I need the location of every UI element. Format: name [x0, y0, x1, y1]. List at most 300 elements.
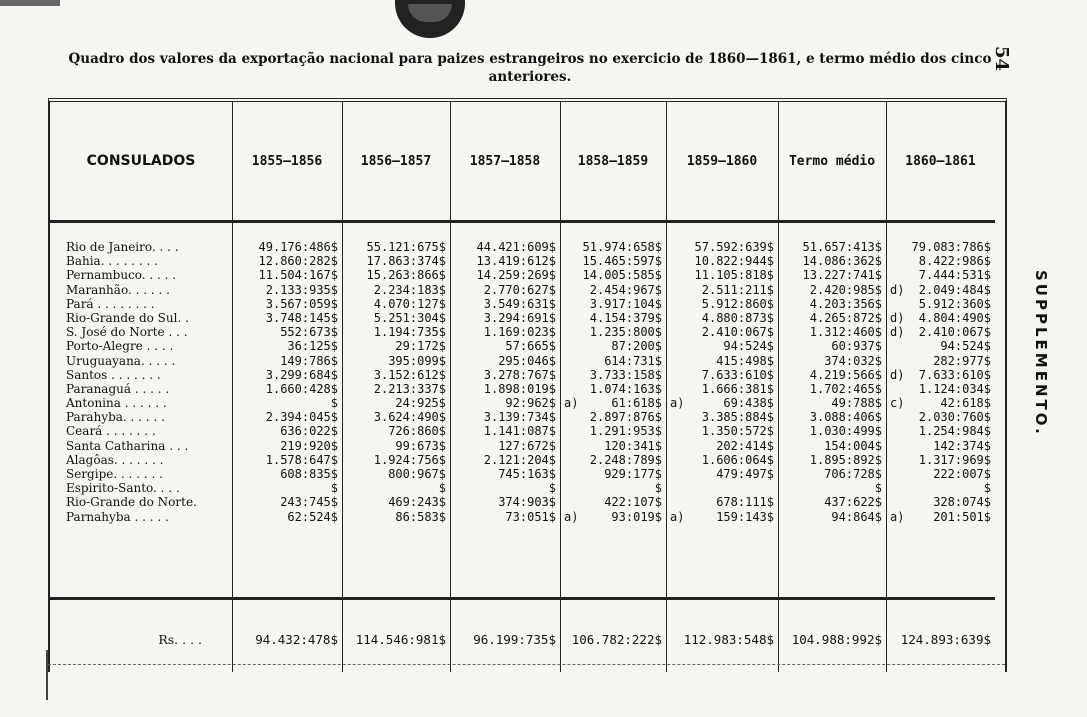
- table-cell: [342, 368, 450, 382]
- table-cell: [560, 254, 666, 268]
- consulado-name: Sergipe. . . . . . .: [66, 467, 163, 481]
- cell-value: $: [438, 481, 446, 496]
- table-cell: [666, 240, 778, 254]
- total-rule: [778, 597, 886, 600]
- cell-value: 1.030:499$: [809, 424, 882, 439]
- table-cell: [450, 339, 560, 353]
- table-cell: [666, 495, 778, 509]
- footnote-marker: d): [890, 325, 905, 340]
- cell-value: 726:860$: [388, 424, 446, 439]
- cell-value: 202:414$: [716, 438, 774, 453]
- footnote-marker: d): [890, 310, 905, 325]
- table-cell: [560, 283, 666, 297]
- cell-value: 201:501$: [933, 509, 991, 524]
- table-cell: [778, 254, 886, 268]
- table-cell: [778, 311, 886, 325]
- table-cell: [450, 297, 560, 311]
- total-value: 124.893:639$: [900, 632, 991, 647]
- table-cell: [666, 424, 778, 438]
- cell-value: 3.385:884$: [701, 410, 774, 425]
- footnote-marker: d): [890, 282, 905, 297]
- cell-value: 7.633:610$: [701, 367, 774, 382]
- cell-value: 422:107$: [604, 495, 662, 510]
- column-header: 1858—1859: [560, 102, 666, 223]
- cell-value: 4.203:356$: [809, 296, 882, 311]
- cell-value: 2.049:484$: [918, 282, 991, 297]
- consulado-name: Porto-Alegre . . . .: [66, 339, 174, 354]
- column-header: 1859—1860: [666, 102, 778, 223]
- column-values: [666, 240, 778, 524]
- cell-value: 295:046$: [498, 353, 556, 368]
- cell-value: 149:786$: [280, 353, 338, 368]
- table-cell: [342, 283, 450, 297]
- cell-value: 57:665$: [505, 339, 556, 354]
- table-cell: [342, 297, 450, 311]
- cell-value: 3.624:490$: [373, 410, 446, 425]
- table-cell: [778, 481, 886, 495]
- consulado-name: Santa Catharina . . .: [66, 438, 189, 453]
- table-cell: [666, 510, 778, 524]
- consulado-name: Pernambuco. . . . .: [66, 268, 177, 283]
- table-cell: [232, 339, 342, 353]
- cell-value: 3.733:158$: [589, 367, 662, 382]
- table-cell: [232, 283, 342, 297]
- footnote-marker: a): [564, 396, 579, 411]
- table-cell: [450, 453, 560, 467]
- cell-value: 14.005:585$: [582, 268, 662, 283]
- consulado-name: Parnahyba . . . . .: [66, 509, 169, 524]
- cell-value: 49.176:486$: [258, 240, 338, 254]
- export-table: [48, 98, 1007, 672]
- table-cell: [778, 410, 886, 424]
- table-cell: [886, 283, 995, 297]
- table-cell: [560, 268, 666, 282]
- consulados-list: [50, 240, 232, 524]
- column-1857-1858: [450, 102, 561, 672]
- table-cell: [560, 368, 666, 382]
- table-cell: [778, 382, 886, 396]
- cell-value: 7.633:610$: [918, 367, 991, 382]
- column-1856-1857: [342, 102, 451, 672]
- cell-value: 55.121:675$: [366, 240, 446, 254]
- footnote-marker: c): [890, 396, 905, 411]
- cell-value: 1.702:465$: [809, 381, 882, 396]
- column-1860-1861: [886, 102, 995, 672]
- cell-value: 2.770:627$: [483, 282, 556, 297]
- cell-value: 8.422:986$: [918, 254, 991, 269]
- consulado-name: Rio-Grande do Sul. .: [66, 310, 189, 325]
- table-cell: [560, 410, 666, 424]
- table-cell: [232, 453, 342, 467]
- cell-value: 159:143$: [716, 509, 774, 524]
- cell-value: 127:672$: [498, 438, 556, 453]
- table-cell: [666, 339, 778, 353]
- table-cell: [342, 240, 450, 254]
- table-cell: [450, 311, 560, 325]
- cell-value: 1.141:087$: [483, 424, 556, 439]
- consulado-name: Antonina . . . . . .: [66, 396, 167, 411]
- table-cell: [886, 268, 995, 282]
- cell-value: 14.086:362$: [802, 254, 882, 269]
- cell-value: 61:618$: [611, 396, 662, 411]
- cell-value: 142:374$: [933, 438, 991, 453]
- table-cell: [666, 453, 778, 467]
- cell-value: 2.454:967$: [589, 282, 662, 297]
- consulado-name: Pará . . . . . . . .: [66, 296, 155, 311]
- cell-value: $: [330, 396, 338, 411]
- column-1859-1860: [666, 102, 779, 672]
- table-cell: [450, 325, 560, 339]
- cell-value: 479:497$: [716, 467, 774, 481]
- cell-value: 4.154:379$: [589, 310, 662, 325]
- cell-value: 4.219:566$: [809, 367, 882, 382]
- cell-value: 79.083:786$: [911, 240, 991, 254]
- table-cell: [666, 268, 778, 282]
- total-rule: [50, 597, 232, 600]
- table-cell: [886, 311, 995, 325]
- table-cell: [560, 453, 666, 467]
- table-cell: [342, 510, 450, 524]
- cell-value: 1.312:460$: [809, 325, 882, 340]
- header-consulados: CONSULADOS: [50, 102, 232, 223]
- total-value: 106.782:222$: [571, 632, 662, 647]
- cell-value: 44.421:609$: [476, 240, 556, 254]
- table-cell: [666, 467, 778, 481]
- cell-value: 1.074:163$: [589, 381, 662, 396]
- table-cell: [450, 410, 560, 424]
- cell-value: 3.748:145$: [265, 310, 338, 325]
- cell-value: 94:524$: [940, 339, 991, 354]
- consulado-name: Alagôas. . . . . . .: [66, 452, 164, 467]
- cell-value: 15.263:866$: [366, 268, 446, 283]
- table-cell: [342, 254, 450, 268]
- cell-value: 222:007$: [933, 467, 991, 481]
- table-cell: [232, 439, 342, 453]
- cell-value: 12.860:282$: [258, 254, 338, 269]
- total-rule: [342, 597, 450, 600]
- table-cell: [450, 481, 560, 495]
- table-cell: [232, 410, 342, 424]
- table-cell: [886, 368, 995, 382]
- table-cell: [886, 382, 995, 396]
- table-cell: [342, 481, 450, 495]
- cell-value: 2.410:067$: [918, 325, 991, 340]
- table-cell: [342, 410, 450, 424]
- table-cell: [560, 424, 666, 438]
- table-cell: [450, 382, 560, 396]
- table-cell: [450, 240, 560, 254]
- cell-value: 3.088:406$: [809, 410, 882, 425]
- table-cell: [666, 368, 778, 382]
- cell-value: 154:004$: [824, 438, 882, 453]
- table-cell: [232, 467, 342, 481]
- cell-value: 2.030:760$: [918, 410, 991, 425]
- table-cell: [666, 254, 778, 268]
- cell-value: 29:172$: [395, 339, 446, 354]
- table-cell: [560, 311, 666, 325]
- table-cell: [560, 382, 666, 396]
- cell-value: 62:524$: [287, 509, 338, 524]
- table-cell: [666, 325, 778, 339]
- cell-value: 49:788$: [831, 396, 882, 411]
- column-values: [560, 240, 666, 524]
- table-cell: [778, 240, 886, 254]
- table-cell: [450, 510, 560, 524]
- table-cell: [666, 439, 778, 453]
- cell-value: 87:200$: [611, 339, 662, 354]
- table-cell: [450, 495, 560, 509]
- table-cell: [560, 396, 666, 410]
- table-cell: [666, 396, 778, 410]
- table-cell: [886, 240, 995, 254]
- consulado-name: Rio de Janeiro. . . .: [66, 240, 179, 254]
- cell-value: 5.251:304$: [373, 310, 446, 325]
- total-value: 96.199:735$: [473, 632, 556, 647]
- cell-value: 10.822:944$: [694, 254, 774, 269]
- column-header: 1860—1861: [886, 102, 995, 223]
- column-header: 1856—1857: [342, 102, 450, 223]
- table-cell: [450, 439, 560, 453]
- cell-value: 2.248:789$: [589, 452, 662, 467]
- consulado-name: Ceará . . . . . . .: [66, 424, 156, 439]
- table-cell: [666, 410, 778, 424]
- table-cell: [778, 325, 886, 339]
- table-cell: [342, 396, 450, 410]
- table-cell: [342, 424, 450, 438]
- cell-value: $: [983, 481, 991, 496]
- cell-value: 57.592:639$: [694, 240, 774, 254]
- table-cell: [886, 354, 995, 368]
- table-cell: [886, 467, 995, 481]
- table-cell: [666, 354, 778, 368]
- table-cell: [342, 495, 450, 509]
- table-cell: [560, 439, 666, 453]
- table-cell: [560, 297, 666, 311]
- table-cell: [560, 495, 666, 509]
- total-rule: [232, 597, 342, 600]
- cell-value: 374:032$: [824, 353, 882, 368]
- table-cell: [886, 297, 995, 311]
- column-consulados: [50, 102, 233, 672]
- footnote-marker: d): [890, 367, 905, 382]
- cell-value: 469:243$: [388, 495, 446, 510]
- cell-value: 2.511:211$: [701, 282, 774, 297]
- cell-value: 92:962$: [505, 396, 556, 411]
- consulado-name: Parahyba. . . . . .: [66, 410, 165, 425]
- column-values: [342, 240, 450, 524]
- page-number: 54: [991, 46, 1012, 72]
- cell-value: $: [874, 481, 882, 496]
- table-cell: [450, 424, 560, 438]
- cell-value: 99:673$: [395, 438, 446, 453]
- cell-value: 1.898:019$: [483, 381, 556, 396]
- cell-value: 14.259:269$: [476, 268, 556, 283]
- column-1858-1859: [560, 102, 667, 672]
- cell-value: 3.299:684$: [265, 367, 338, 382]
- table-cell: [886, 481, 995, 495]
- cell-value: 51.974:658$: [582, 240, 662, 254]
- cell-value: 3.139:734$: [483, 410, 556, 425]
- table-cell: [778, 368, 886, 382]
- table-cell: [342, 467, 450, 481]
- total-value: 112.983:548$: [683, 632, 774, 647]
- cell-value: 1.578:647$: [265, 452, 338, 467]
- total-rule: [450, 597, 560, 600]
- cell-value: 219:920$: [280, 438, 338, 453]
- cell-value: 2.133:935$: [265, 282, 338, 297]
- cell-value: 60:937$: [831, 339, 882, 354]
- table-cell: [886, 410, 995, 424]
- table-cell: [886, 439, 995, 453]
- cell-value: 678:111$: [716, 495, 774, 510]
- table-cell: [232, 325, 342, 339]
- table-cell: [886, 339, 995, 353]
- cell-value: $: [654, 481, 662, 496]
- cell-value: 395:099$: [388, 353, 446, 368]
- table-cell: [886, 325, 995, 339]
- cell-value: 94:864$: [831, 509, 882, 524]
- column-values: [886, 240, 995, 524]
- cell-value: 2.897:876$: [589, 410, 662, 425]
- cell-value: 73:051$: [505, 509, 556, 524]
- cell-value: 36:125$: [287, 339, 338, 354]
- table-cell: [778, 467, 886, 481]
- consulado-name: Bahia. . . . . . . .: [66, 254, 158, 269]
- cell-value: 120:341$: [604, 438, 662, 453]
- cell-value: 3.152:612$: [373, 367, 446, 382]
- cell-value: 552:673$: [280, 325, 338, 340]
- cell-value: 3.294:691$: [483, 310, 556, 325]
- cell-value: 437:622$: [824, 495, 882, 510]
- table-cell: [342, 382, 450, 396]
- table-cell: [232, 297, 342, 311]
- table-cell: [666, 283, 778, 297]
- cell-value: 608:835$: [280, 467, 338, 481]
- bottom-rule: [48, 664, 1005, 665]
- cell-value: 13.227:741$: [802, 268, 882, 283]
- consulado-name: Maranhão. . . . . .: [66, 282, 170, 297]
- cell-value: 69:438$: [723, 396, 774, 411]
- table-cell: [342, 354, 450, 368]
- table-cell: [232, 424, 342, 438]
- column-header: Termo médio: [778, 102, 886, 223]
- table-cell: [886, 396, 995, 410]
- cell-value: 1.317:969$: [918, 452, 991, 467]
- cell-value: 1.254:984$: [918, 424, 991, 439]
- cell-value: 42:618$: [940, 396, 991, 411]
- table-cell: [560, 481, 666, 495]
- footnote-marker: a): [564, 509, 579, 524]
- total-value: 114.546:981$: [355, 632, 446, 647]
- table-cell: [886, 510, 995, 524]
- cell-value: 4.804:490$: [918, 310, 991, 325]
- table-cell: [886, 424, 995, 438]
- cell-value: 7.444:531$: [918, 268, 991, 283]
- cell-value: 1.235:800$: [589, 325, 662, 340]
- total-value: 104.988:992$: [791, 632, 882, 647]
- cell-value: 929:177$: [604, 467, 662, 481]
- table-cell: [778, 297, 886, 311]
- table-cell: [450, 283, 560, 297]
- table-cell: [886, 453, 995, 467]
- table-cell: [232, 311, 342, 325]
- table-cell: [450, 354, 560, 368]
- consulado-name: Santos . . . . . . .: [66, 367, 161, 382]
- cell-value: 11.105:818$: [694, 268, 774, 283]
- cell-value: 243:745$: [280, 495, 338, 510]
- table-cell: [560, 467, 666, 481]
- cell-value: 800:967$: [388, 467, 446, 481]
- table-cell: [778, 283, 886, 297]
- total-label: Rs. . . .: [158, 632, 202, 647]
- table-cell: [666, 297, 778, 311]
- table-cell: [886, 495, 995, 509]
- cell-value: 86:583$: [395, 509, 446, 524]
- cell-value: 93:019$: [611, 509, 662, 524]
- cell-value: 15.465:597$: [582, 254, 662, 269]
- table-cell: [778, 439, 886, 453]
- side-label: SUPPLEMENTO.: [1032, 270, 1050, 437]
- table-cell: [342, 453, 450, 467]
- cell-value: 1.169:023$: [483, 325, 556, 340]
- consulado-name: Rio-Grande do Norte.: [66, 495, 197, 510]
- cell-value: 2.394:045$: [265, 410, 338, 425]
- cell-value: 94:524$: [723, 339, 774, 354]
- cell-value: 2.121:204$: [483, 452, 556, 467]
- cell-value: 1.924:756$: [373, 452, 446, 467]
- cell-value: 2.234:183$: [373, 282, 446, 297]
- cell-value: 3.567:059$: [265, 296, 338, 311]
- table-cell: [232, 481, 342, 495]
- cell-value: 24:925$: [395, 396, 446, 411]
- cell-value: 745:163$: [498, 467, 556, 481]
- table-cell: [450, 268, 560, 282]
- table-cell: [450, 368, 560, 382]
- table-cell: [560, 339, 666, 353]
- table-cell: [232, 495, 342, 509]
- column-values: [450, 240, 560, 524]
- table-cell: [342, 311, 450, 325]
- table-cell: [450, 396, 560, 410]
- consulado-name: S. José do Norte . . .: [66, 325, 188, 340]
- scan-mark: [0, 0, 60, 6]
- consulado-name: Paranaguá . . . . .: [66, 381, 170, 396]
- cell-value: 17.863:374$: [366, 254, 446, 269]
- cell-value: 374:903$: [498, 495, 556, 510]
- table-cell: [342, 439, 450, 453]
- cell-value: 4.880:873$: [701, 310, 774, 325]
- cell-value: 328:074$: [933, 495, 991, 510]
- cell-value: 706:728$: [824, 467, 882, 481]
- column-header: 1857—1858: [450, 102, 560, 223]
- table-cell: [778, 354, 886, 368]
- table-cell: [778, 510, 886, 524]
- footnote-marker: a): [670, 396, 685, 411]
- cell-value: 1.291:953$: [589, 424, 662, 439]
- total-rule: [560, 597, 666, 600]
- table-cell: [232, 240, 342, 254]
- cell-value: 1.895:892$: [809, 452, 882, 467]
- table-cell: [778, 339, 886, 353]
- page-title: Quadro dos valores da exportação nacional para paizes estrangeiros no exercicio de 1860—1861, e termo médio dos cinco anteriores.: [68, 51, 992, 85]
- cell-value: 4.265:872$: [809, 310, 882, 325]
- total-rule: [666, 597, 778, 600]
- table-cell: [232, 368, 342, 382]
- cell-value: 5.912:360$: [918, 296, 991, 311]
- cell-value: 1.660:428$: [265, 381, 338, 396]
- cell-value: 1.194:735$: [373, 325, 446, 340]
- table-cell: [342, 339, 450, 353]
